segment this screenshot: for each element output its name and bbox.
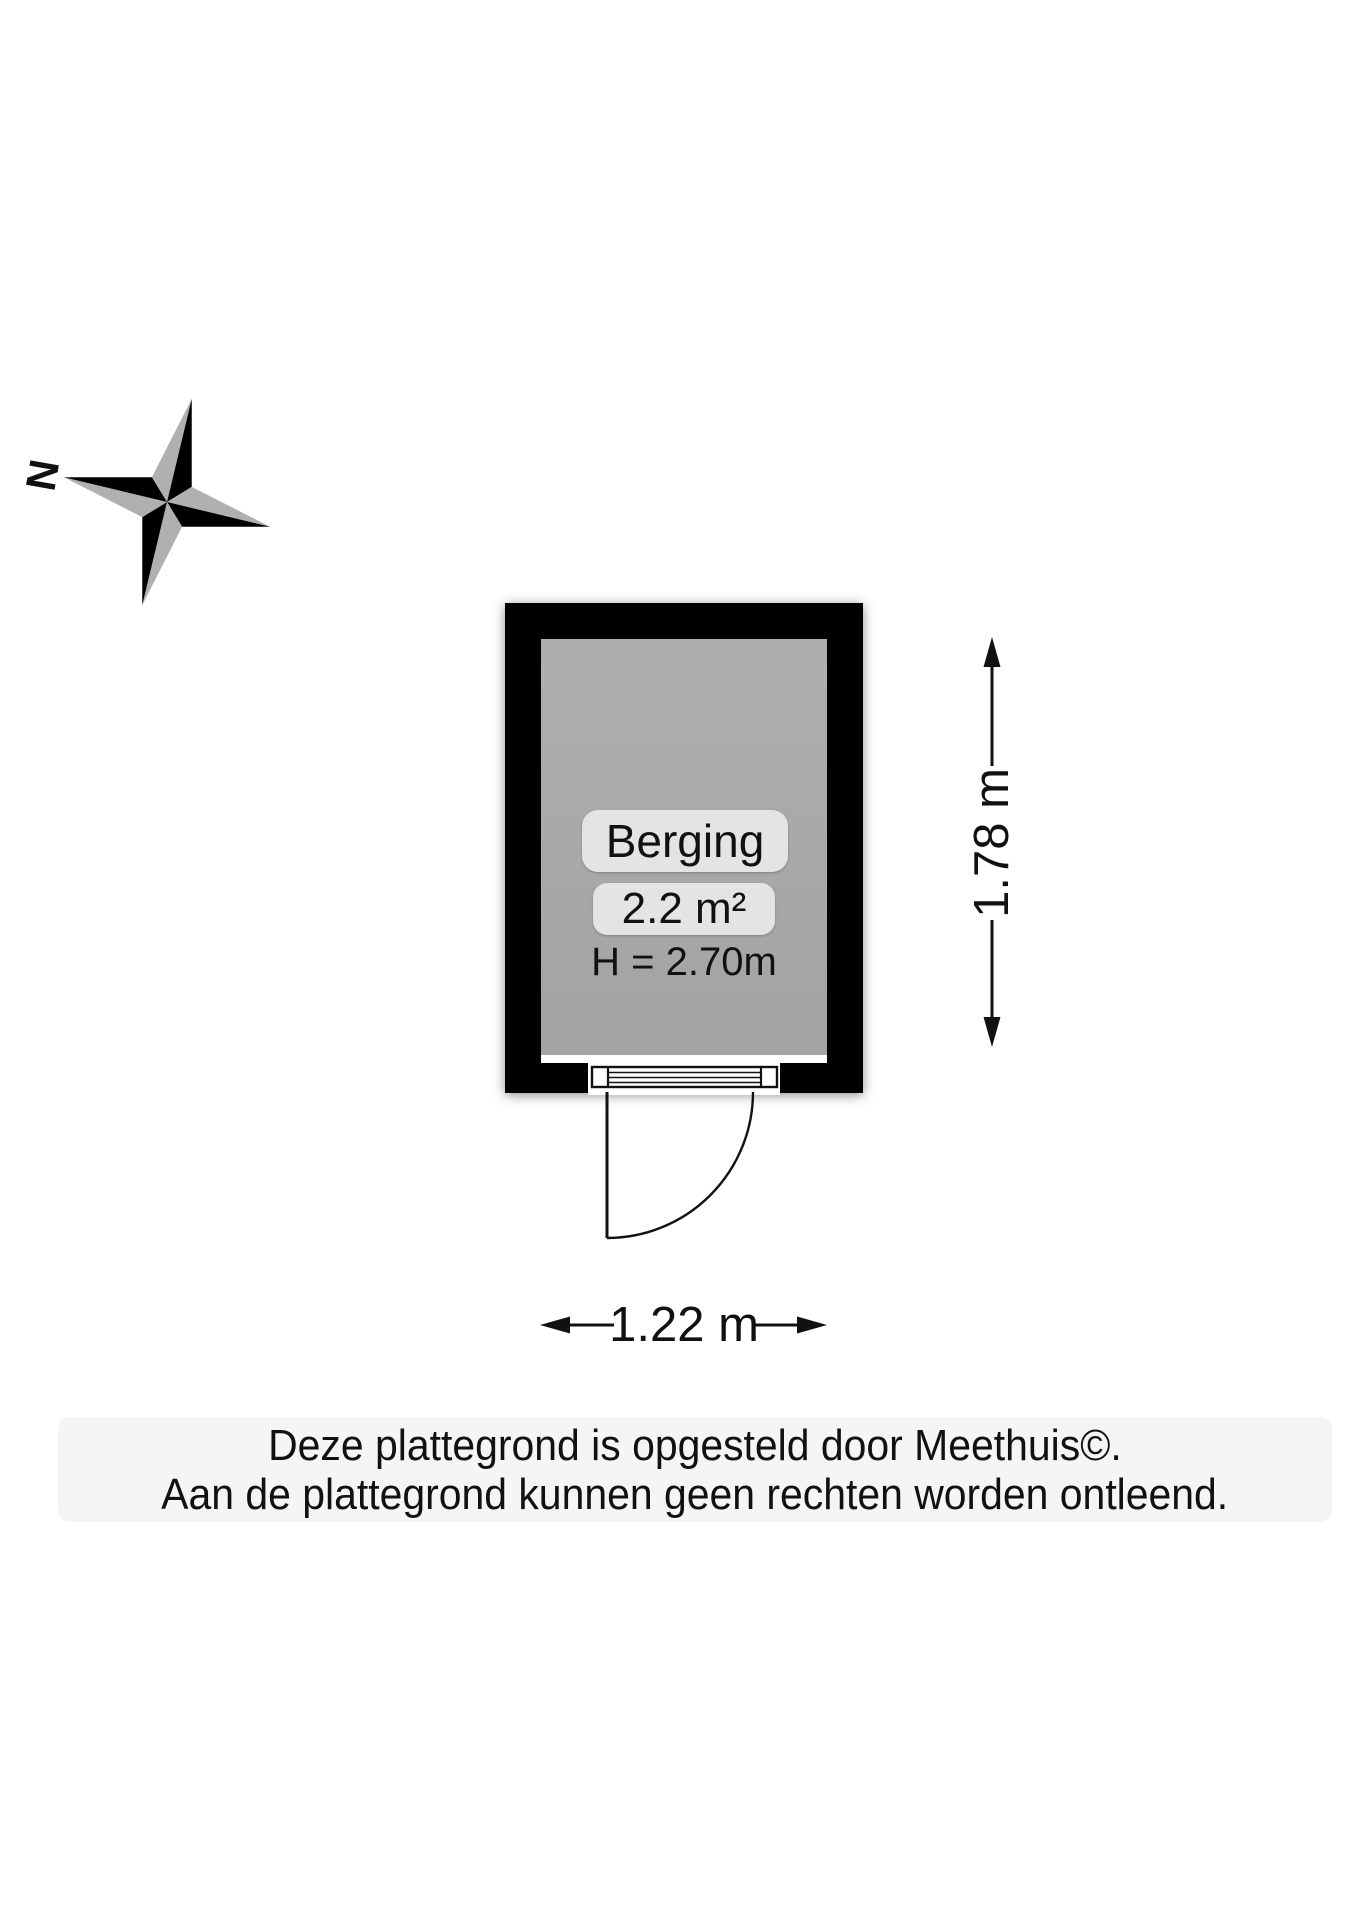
door-swing-arc xyxy=(607,1092,753,1238)
height-dimension-label: 1.78 m xyxy=(965,768,1019,918)
arrow-right-icon xyxy=(797,1317,827,1334)
room-name-chip xyxy=(582,810,788,872)
room-area-chip xyxy=(593,883,775,935)
room-ceiling-height: H = 2.70m xyxy=(591,939,777,984)
footer-line-2: Aan de plattegrond kunnen geen rechten worden ontleend. xyxy=(161,1469,1229,1519)
arrow-down-icon xyxy=(984,1017,1001,1047)
width-dimension-label: 1.22 m xyxy=(609,1298,759,1352)
arrow-up-icon xyxy=(984,637,1001,667)
footer-line-1: Deze plattegrond is opgesteld door Meethuis©. xyxy=(268,1420,1122,1470)
arrow-left-icon xyxy=(540,1317,570,1334)
compass-north-label: N xyxy=(16,456,69,495)
footer-disclaimer xyxy=(58,1417,1332,1522)
compass-rose-icon xyxy=(39,374,295,630)
room-name: Berging xyxy=(605,815,765,867)
room-area: 2.2 m² xyxy=(621,884,747,933)
